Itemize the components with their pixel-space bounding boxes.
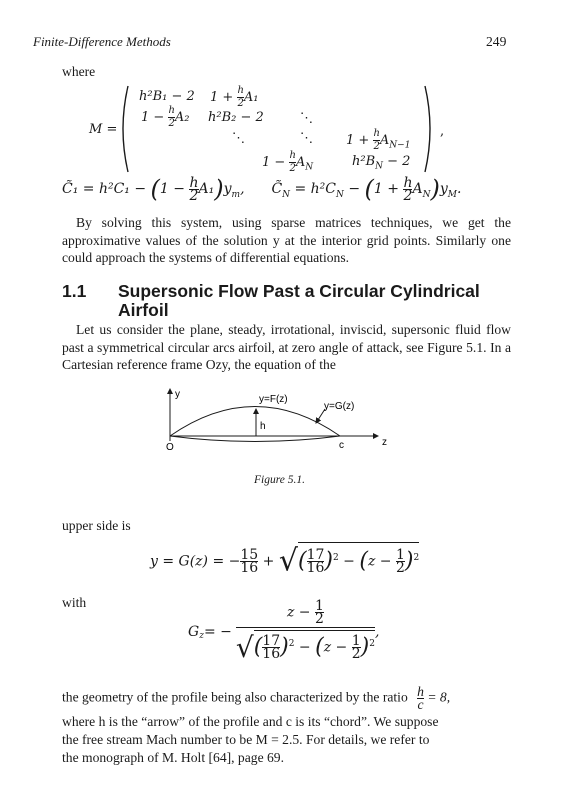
ratio-tail: = 8,: [423, 689, 451, 705]
frac-num: h: [168, 105, 175, 116]
matrix-r2c2: h²B₂ − 2: [208, 110, 264, 125]
section-title-line2: Airfoil: [118, 300, 169, 320]
ratio-num: h: [417, 684, 424, 699]
closing-line1-text: the geometry of the profile being also characterized by the ratio: [62, 689, 408, 705]
matrix-r1c2: [210, 85, 259, 110]
g-lhs: y = G(z) = −: [150, 553, 241, 570]
equation-g: [150, 542, 419, 577]
g-paren-close: ): [404, 548, 414, 574]
gz-fraction: [236, 600, 375, 664]
label-y-axis: y: [175, 389, 180, 400]
ratio-frac: [417, 686, 424, 711]
g-minus: −: [338, 553, 360, 570]
cn-inner-head: 1 +: [373, 181, 404, 197]
label-h: h: [260, 421, 266, 432]
figure-airfoil: [160, 385, 400, 455]
upper-side-label: upper side is: [62, 518, 131, 533]
matrix-r4c3-sub: N: [375, 161, 384, 172]
c1-inner-tail: A₁: [198, 181, 215, 197]
g-sqrt-sign: √: [278, 543, 298, 579]
frac-den: 2: [237, 98, 244, 109]
matrix-r1c2-tail: A₁: [243, 90, 259, 105]
g-paren-a-open: (: [297, 548, 307, 574]
cn-mid: = h²C: [290, 181, 337, 197]
matrix-r3c3: [346, 128, 410, 153]
left-paren: [123, 86, 128, 172]
where-label: where: [62, 64, 96, 79]
g-plus: +: [258, 553, 279, 570]
matrix-r4c2: [262, 150, 313, 175]
frac-num: 1: [395, 547, 405, 564]
frac-num: 17: [306, 547, 325, 564]
gz-paren-a-open: (: [253, 634, 263, 660]
gz-sqrt-sign: √: [235, 631, 254, 665]
matrix-ddots-1: ⋱: [300, 111, 313, 126]
matrix-r4c3: [352, 154, 410, 172]
c1-paren-open: (: [150, 175, 160, 203]
c1-paren-close: ): [214, 175, 224, 203]
paragraph-solving-system: By solving this system, using sparse matrices techniques, we get the approximative values of the solution y at the interior grid points. Similarly one could approach the systems of differential equations.: [62, 215, 511, 265]
matrix-r2c1-tail: A₂: [174, 110, 190, 125]
c-equations: [62, 176, 461, 208]
frac-den: 2: [189, 187, 199, 204]
closing-line2: where h is the “arrow” of the profile and c is its “chord”. We suppose: [62, 714, 439, 729]
matrix-lhs-text: M =: [89, 122, 118, 137]
gz-denominator: [236, 627, 375, 664]
matrix-ddots-2: ⋱: [232, 131, 245, 146]
matrix-trailing-comma: ,: [440, 124, 445, 139]
label-origin: O: [166, 442, 174, 453]
gz-num-frac: [315, 600, 324, 625]
matrix-r4c3-head: h²B: [352, 154, 376, 169]
frac-den: 16: [306, 560, 325, 577]
frac-num: h: [189, 174, 199, 191]
frac-den: 2: [314, 611, 324, 627]
section-heading: [62, 282, 480, 320]
frac-den: 2: [403, 187, 413, 204]
gz-den-exp2: 2: [369, 639, 375, 649]
with-label: with: [62, 595, 87, 610]
matrix-lhs: [89, 122, 117, 137]
g-paren-open: (: [359, 548, 368, 574]
cn-tail-sub: M: [447, 189, 457, 200]
frac-den: 2: [373, 141, 380, 152]
gz-num-head: z −: [286, 604, 315, 621]
frac-den: 2: [351, 646, 361, 663]
gz-paren-b-close: ): [360, 634, 370, 660]
frac-num: h: [403, 174, 413, 191]
frac-num: 1: [314, 598, 324, 614]
label-lower: y=G(z): [324, 401, 355, 412]
matrix-r4c2-tail: A: [295, 155, 306, 170]
matrix-r4c2-sub: N: [305, 162, 314, 173]
matrix-r2c1: [141, 105, 190, 130]
frac-num: h: [373, 128, 380, 139]
cn-tail: y: [439, 181, 448, 197]
cn-minus: −: [343, 181, 365, 197]
frac-num: 1: [351, 633, 361, 650]
label-c: c: [339, 440, 344, 451]
frac-den: 2: [168, 118, 175, 129]
g-z-minus: z −: [367, 553, 396, 570]
frac-den: 2: [289, 163, 296, 174]
gz-den-frac: [262, 633, 281, 663]
section-title-line1: Supersonic Flow Past a Circular Cylindrical: [118, 281, 480, 301]
cn-lhs: C̃: [271, 181, 283, 197]
matrix-r1c2-head: 1 +: [210, 90, 238, 105]
g-frac3: [395, 547, 405, 577]
section-number: 1.1: [62, 281, 87, 301]
matrix-r3c3-head: 1 +: [346, 133, 374, 148]
gz-eq: = −: [203, 624, 232, 641]
matrix-r1c1: h²B₁ − 2: [139, 89, 195, 104]
cn-period: .: [457, 181, 462, 197]
figure-caption: Figure 5.1.: [254, 474, 305, 486]
cn-paren-close: ): [430, 175, 440, 203]
label-upper: y=F(z): [259, 394, 288, 405]
running-title: Finite-Difference Methods: [33, 34, 171, 49]
frac-den: 2: [395, 560, 405, 577]
g-exp2: 2: [413, 553, 420, 563]
matrix-r4c3-tail: − 2: [383, 154, 411, 169]
gz-numerator: [236, 600, 375, 627]
gz-lhs-sub: z: [199, 631, 204, 642]
gz-sqrt-body: [254, 630, 375, 661]
closing-line1: [62, 686, 450, 711]
label-z-axis: z: [382, 437, 387, 448]
gz-den-frac2: [351, 633, 361, 663]
matrix-ddots-3: ⋱: [300, 131, 313, 146]
matrix-r4c2-head: 1 −: [262, 155, 290, 170]
gz-paren-a-close: ): [280, 634, 289, 660]
closing-line3: the free stream Mach number to be M = 2.5. For details, we refer to: [62, 732, 430, 747]
c1-inner-head: 1 −: [159, 181, 190, 197]
matrix-r3c3-tail: A: [379, 133, 390, 148]
frac-num: 15: [240, 547, 259, 564]
right-paren: [425, 86, 430, 172]
equation-gz: [188, 600, 379, 664]
frac-num: 17: [262, 633, 281, 650]
c1-frac: [189, 174, 199, 204]
cn-inner-tail: A: [412, 181, 423, 197]
c1-comma: ,: [240, 181, 245, 197]
closing-line4: the monograph of M. Holt [64], page 69.: [62, 750, 284, 765]
page-number: 249: [486, 34, 507, 49]
gz-comma: ,: [374, 624, 380, 641]
paragraph-flow-setup: Let us consider the plane, steady, irrotational, inviscid, supersonic fluid flow past a symmetrical circular arcs airfoil, at zero angle of attack, see Figure 5.1. In a Cartesian reference frame Ozy, the equation of the: [62, 322, 511, 372]
gz-den-exp: 2: [288, 639, 295, 649]
g-exp1: 2: [333, 553, 339, 563]
c1-tail-sub: m: [231, 189, 241, 200]
g-frac1: [240, 547, 259, 577]
matrix-r3c3-sub: N−1: [389, 140, 411, 151]
upper-arc: [170, 407, 340, 437]
frac-num: h: [237, 85, 244, 96]
cn-paren-open: (: [364, 175, 374, 203]
matrix-r2c1-head: 1 −: [141, 110, 169, 125]
ratio-den: c: [417, 697, 424, 712]
gz-den-minus: −: [294, 639, 316, 656]
g-paren-a-close: ): [324, 548, 333, 574]
cn-lhs-sub: N: [282, 189, 291, 200]
frac-den: 16: [262, 646, 281, 663]
gz-den-z: z −: [323, 639, 352, 656]
c1-tail: y: [223, 181, 232, 197]
gz-paren-b-open: (: [315, 634, 324, 660]
cn-inner-sub: N: [422, 189, 431, 200]
gz-lhs: G: [188, 624, 200, 641]
frac-den: 16: [240, 560, 259, 577]
lower-arc: [170, 436, 340, 442]
c1-lhs: C̃₁ = h²C₁ −: [62, 181, 151, 197]
frac-num: h: [289, 150, 296, 161]
g-frac2: [306, 547, 325, 577]
g-sqrt-body: [298, 542, 419, 575]
cn-mid-sub: N: [336, 189, 344, 200]
